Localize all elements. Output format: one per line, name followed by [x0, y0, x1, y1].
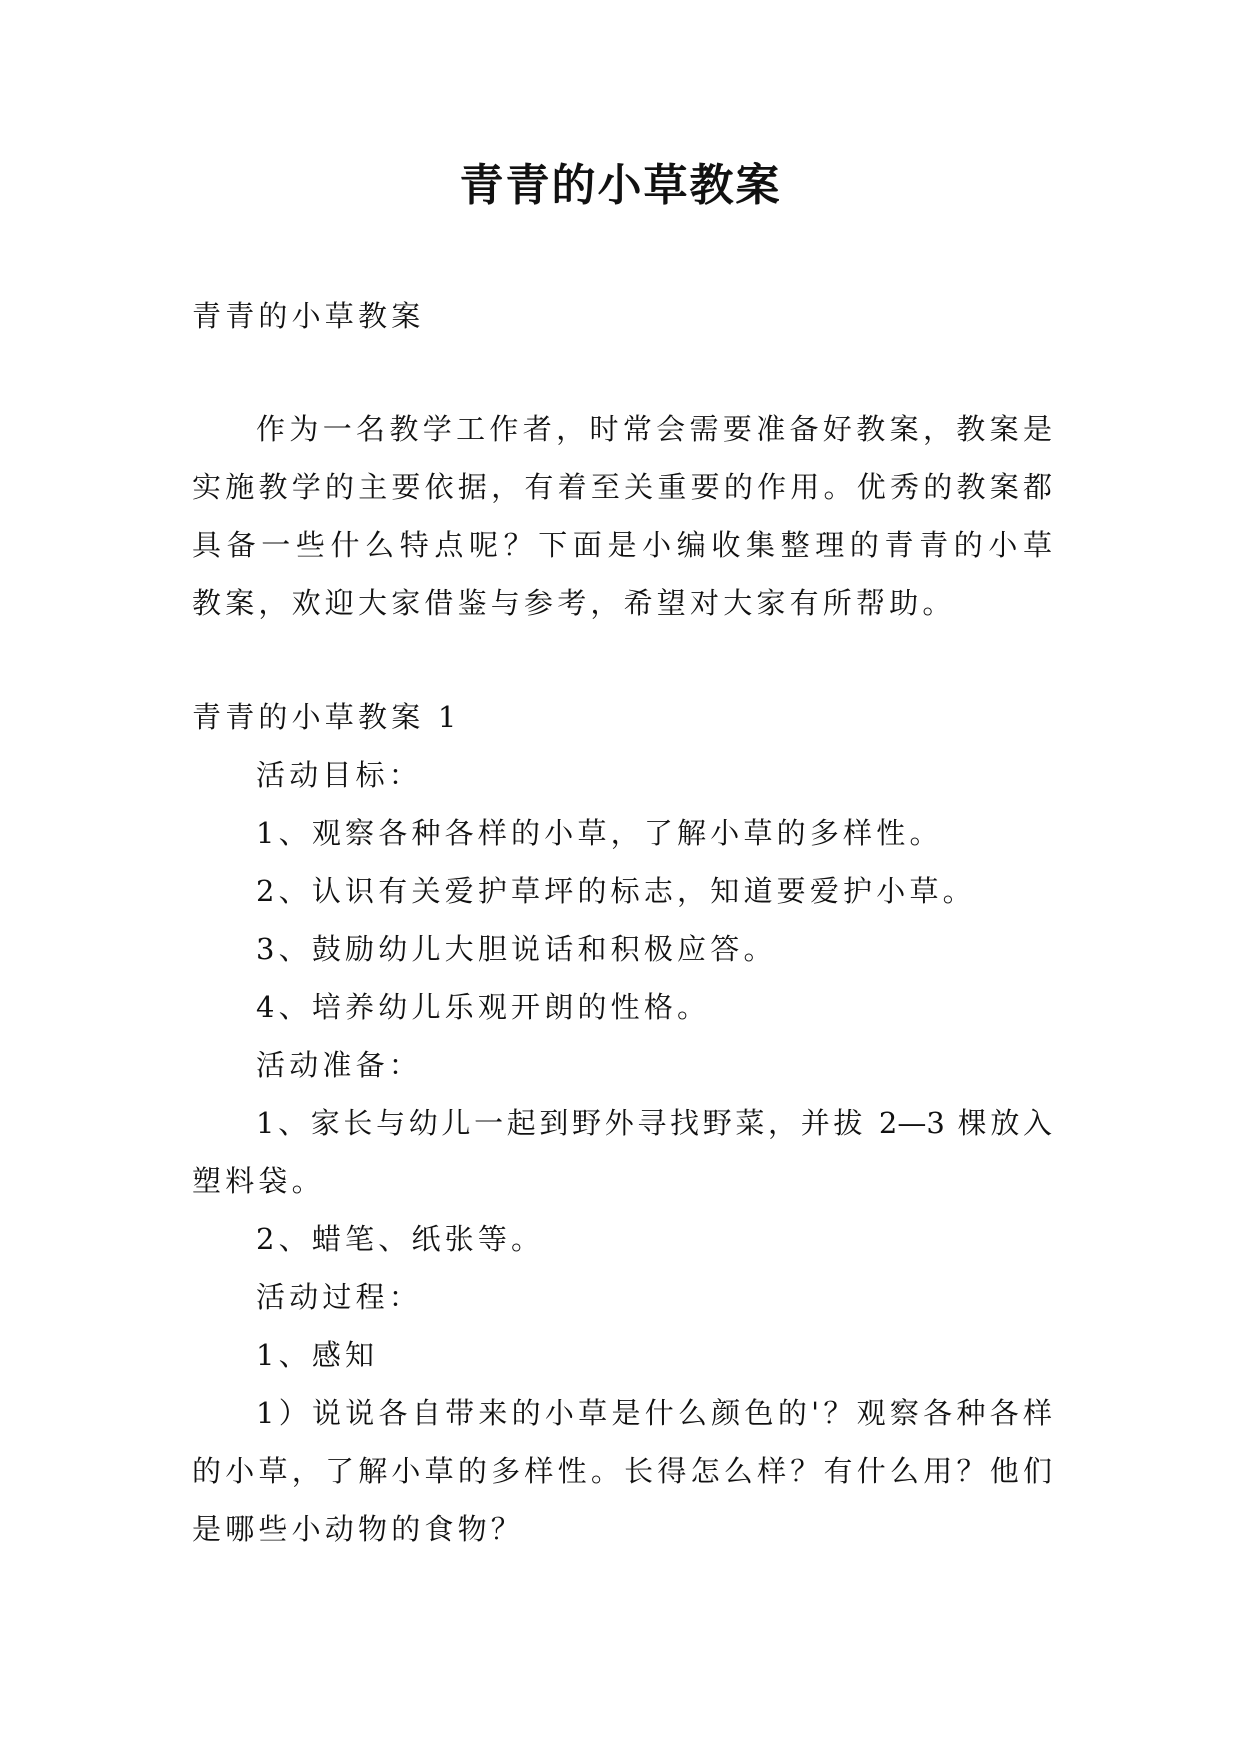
prep-line: 2、蜡笔、纸张等。	[256, 1222, 545, 1256]
process-label: 活动过程：	[256, 1280, 423, 1314]
intro-line: 作为一名教学工作者，时常会需要准备好教案，教案是	[256, 412, 1052, 446]
intro-line: 实施教学的主要依据，有着至关重要的作用。优秀的教案都	[192, 470, 1052, 504]
prep-line: 1、家长与幼儿一起到野外寻找野菜，并拔 2—3 棵放入	[256, 1106, 1052, 1140]
process-line: 的小草，了解小草的多样性。长得怎么样？有什么用？他们	[192, 1454, 1052, 1488]
intro-line: 教案，欢迎大家借鉴与参考，希望对大家有所帮助。	[192, 586, 956, 620]
prep-line: 塑料袋。	[192, 1164, 325, 1198]
goal-item: 3、鼓励幼儿大胆说话和积极应答。	[256, 932, 777, 966]
document-title: 青青的小草教案	[459, 160, 782, 211]
goal-item: 1、观察各种各样的小草，了解小草的多样性。	[256, 816, 943, 850]
intro-line: 具备一些什么特点呢？下面是小编收集整理的青青的小草	[192, 528, 1052, 562]
process-line: 1）说说各自带来的小草是什么颜色的'？观察各种各样	[256, 1396, 1052, 1430]
goal-item: 4、培养幼儿乐观开朗的性格。	[256, 990, 711, 1024]
process-step: 1、感知	[256, 1338, 379, 1372]
prep-label: 活动准备：	[256, 1048, 423, 1082]
goals-label: 活动目标：	[256, 758, 423, 792]
section-heading: 青青的小草教案 1	[192, 700, 461, 734]
process-line: 是哪些小动物的食物？	[192, 1512, 525, 1546]
document-subtitle: 青青的小草教案	[192, 299, 425, 333]
goal-item: 2、认识有关爱护草坪的标志，知道要爱护小草。	[256, 874, 976, 908]
